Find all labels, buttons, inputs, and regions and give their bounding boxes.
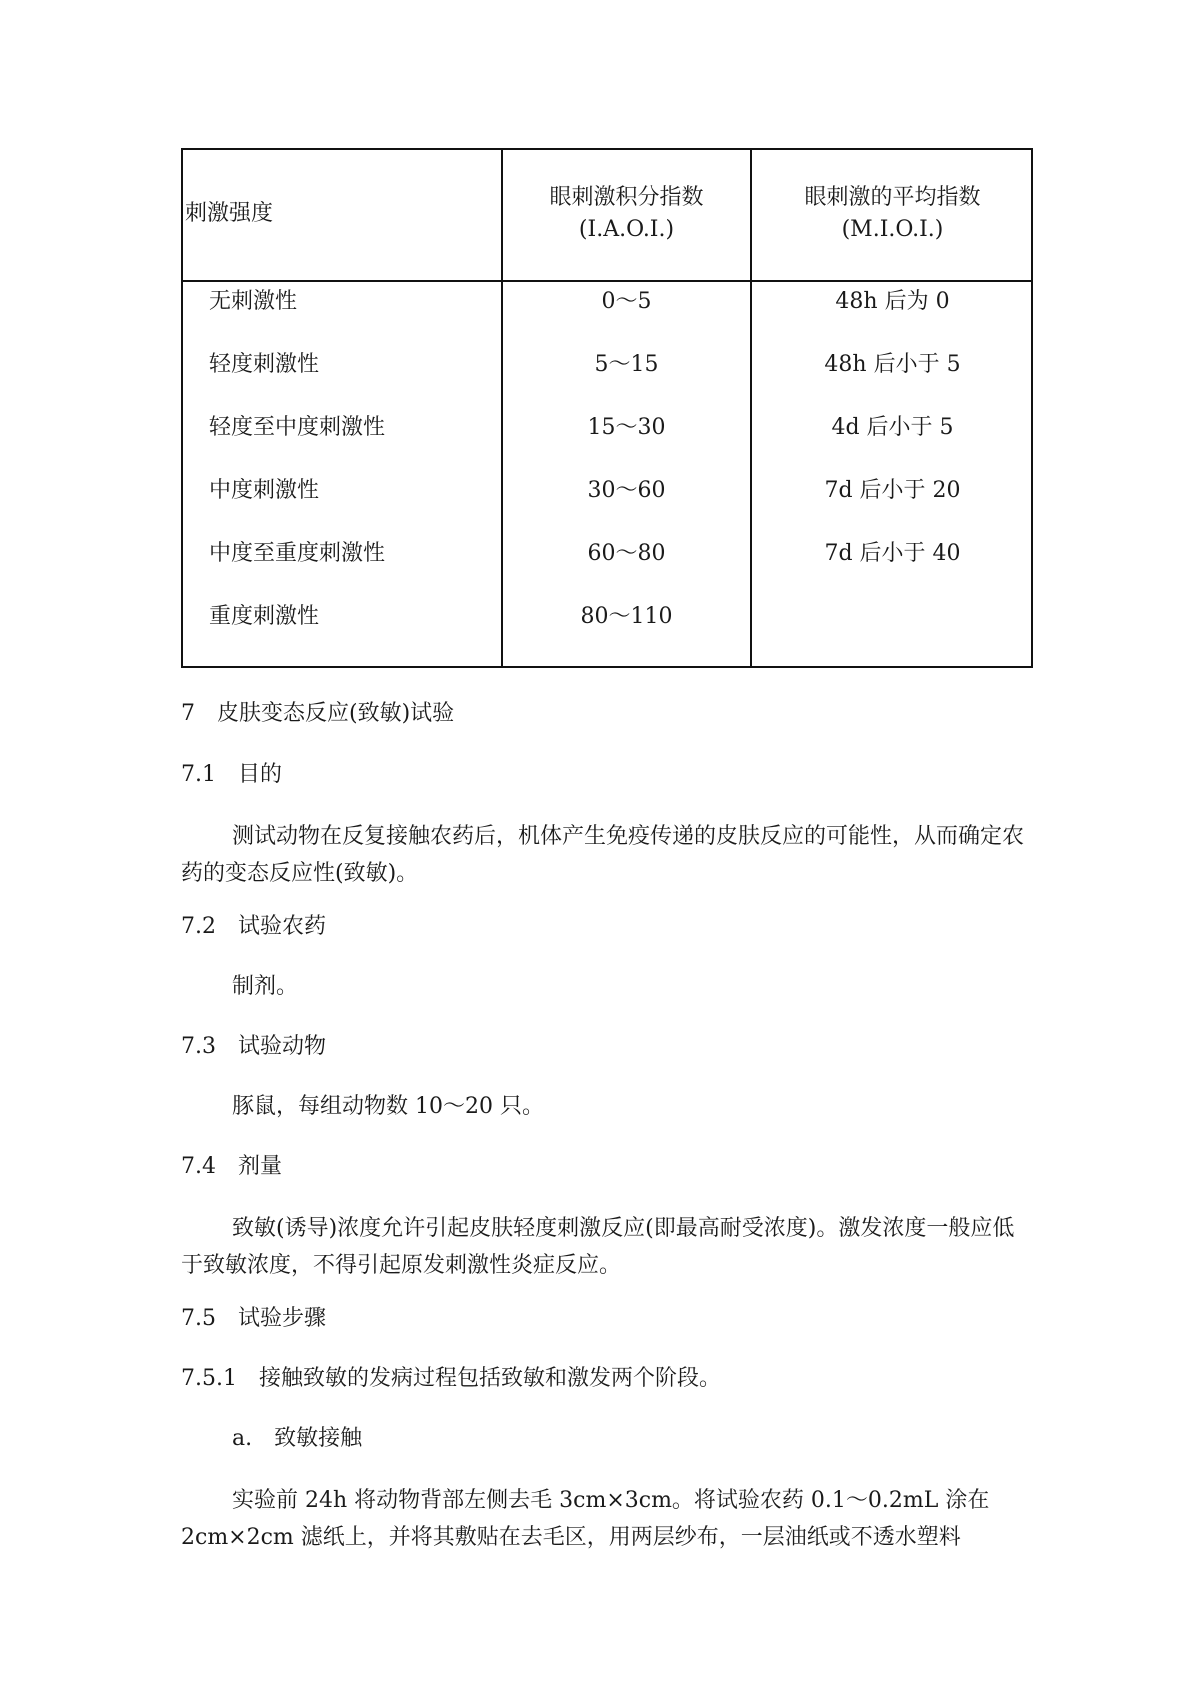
paragraph-test-animals: 豚鼠，每组动物数 10～20 只。 [232, 1094, 544, 1119]
section-heading-7-1: 7.1 目的 [181, 762, 282, 787]
header-iaoi-abbr: (I.A.O.I.) [578, 217, 675, 242]
header-mioi-abbr: (M.I.O.I.) [841, 217, 944, 242]
table-cell-iaoi: 60～80 [587, 541, 666, 566]
table-cell-level: 中度至重度刺激性 [209, 541, 386, 566]
table-cell-mioi: 48h 后为 0 [835, 289, 950, 314]
table-cell-level: 无刺激性 [209, 289, 298, 314]
section-heading-7-3: 7.3 试验动物 [181, 1034, 326, 1059]
section-heading-7-5: 7.5 试验步骤 [181, 1306, 326, 1331]
table-cell-level: 轻度至中度刺激性 [209, 415, 386, 440]
header-iaoi-title: 眼刺激积分指数 [549, 185, 704, 210]
table-cell-mioi: 4d 后小于 5 [831, 415, 954, 440]
section-heading-7-2: 7.2 试验农药 [181, 914, 326, 939]
table-cell-iaoi: 0～5 [601, 289, 652, 314]
table-cell-mioi: 48h 后小于 5 [824, 352, 961, 377]
header-mioi-title: 眼刺激的平均指数 [804, 185, 981, 210]
table-cell-level: 中度刺激性 [209, 478, 320, 503]
table-cell-level: 轻度刺激性 [209, 352, 320, 377]
paragraph-test-pesticide: 制剂。 [232, 974, 299, 999]
table-cell-iaoi: 5～15 [594, 352, 659, 377]
irritation-table [181, 148, 1033, 668]
table-cell-iaoi: 30～60 [587, 478, 666, 503]
paragraph-sensitization-contact: 实验前 24h 将动物背部左侧去毛 3cm×3cm。将试验农药 0.1～0.2mL 涂在 2cm×2cm 滤纸上，并将其敷贴在去毛区，用两层纱布，一层油纸或不透水塑料 [181, 1488, 990, 1550]
paragraph-dose: 致敏(诱导)浓度允许引起皮肤轻度刺激反应(即最高耐受浓度)。激发浓度一般应低于致敏浓度，不得引起原发刺激性炎症反应。 [181, 1216, 1015, 1278]
header-irritation-level: 刺激强度 [185, 201, 274, 226]
table-cell-iaoi: 15～30 [587, 415, 666, 440]
table-cell-mioi: 7d 后小于 20 [824, 478, 961, 503]
list-item-a: a. 致敏接触 [232, 1426, 363, 1451]
paragraph-purpose: 测试动物在反复接触农药后，机体产生免疫传递的皮肤反应的可能性，从而确定农药的变态反应性(致敏)。 [181, 824, 1025, 886]
table-cell-mioi: 7d 后小于 40 [824, 541, 961, 566]
section-heading-7-5-1: 7.5.1 接触致敏的发病过程包括致敏和激发两个阶段。 [181, 1366, 721, 1391]
section-heading-7-4: 7.4 剂量 [181, 1154, 282, 1179]
table-cell-iaoi: 80～110 [580, 604, 673, 629]
table-cell-level: 重度刺激性 [209, 604, 320, 629]
table-divider [183, 280, 1031, 282]
section-heading-7: 7 皮肤变态反应(致敏)试验 [181, 701, 455, 726]
